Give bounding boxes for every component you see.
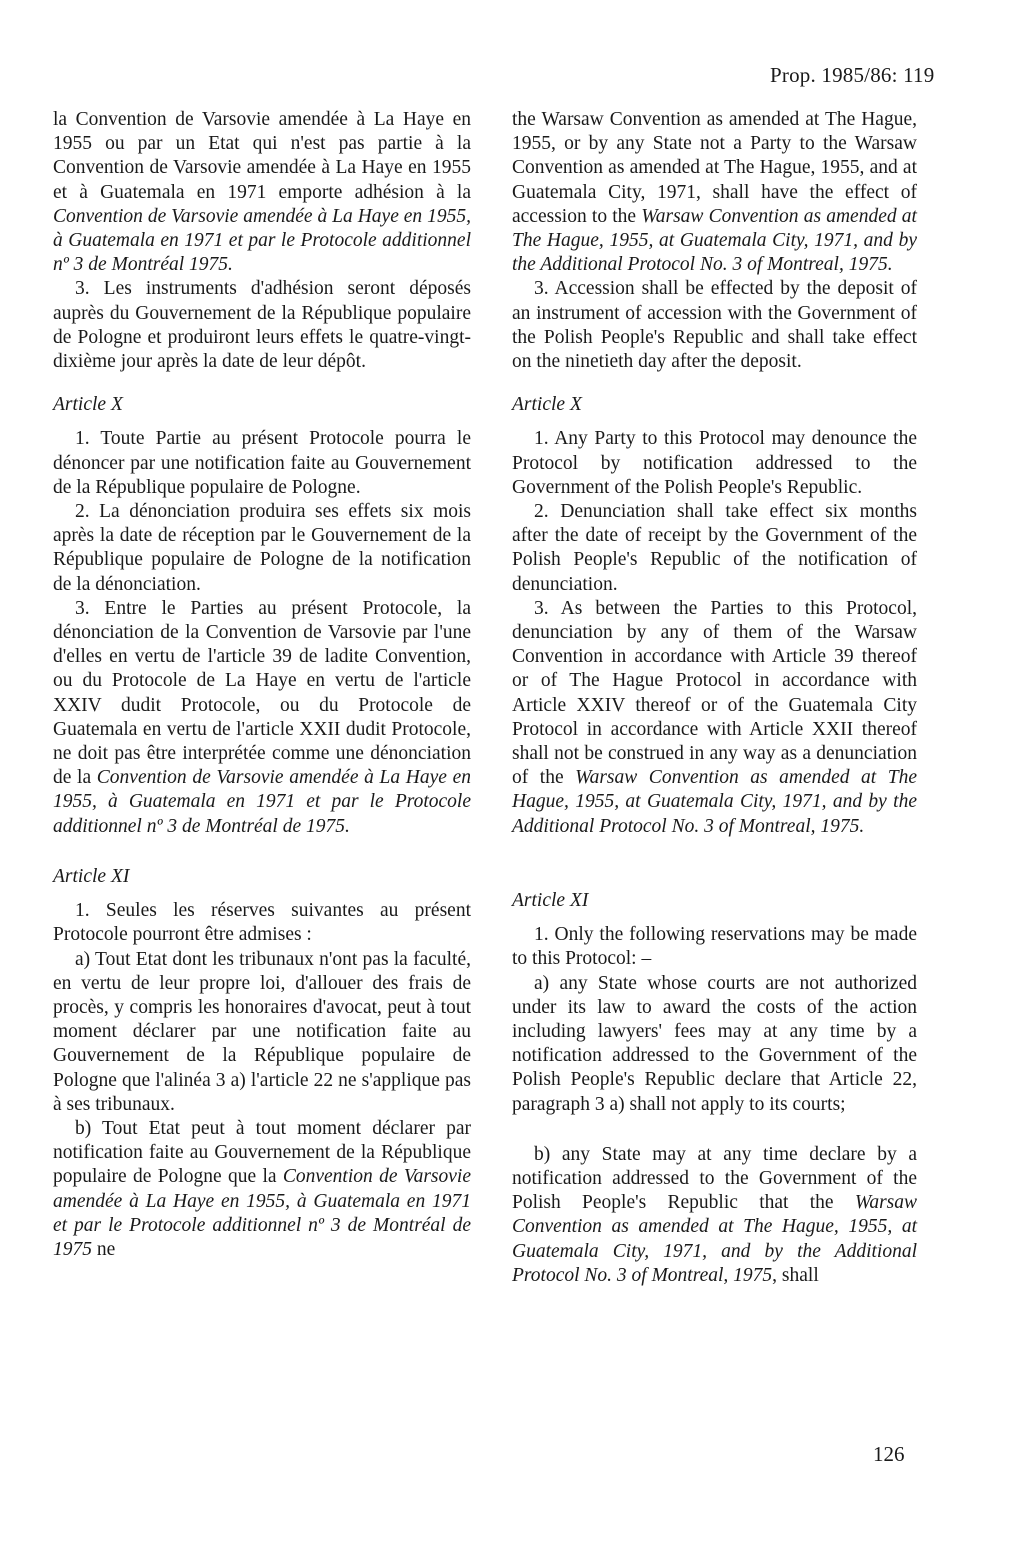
en-article-xi-b [512,1143,917,1288]
fr-article-xi-a: a) Tout Etat dont les tribunaux n'ont pas la faculté, en vertu de leur propre loi, d'allouer des frais de procès, y compris les honoraires d'avocat, peut à tout moment déclarer par une notification faite au Gouvernement de la République populaire de Pologne que l'alinéa 3 a) l'article 22 ne s'applique pas à ses tribunaux. [53,948,471,1115]
en-xi-b-tail: , shall [772,1264,819,1286]
fr-article-x-p1: 1. Toute Partie au présent Protocole pourra le dénoncer par une notification faite au Gouvernement de la République populaire de Pologne. [53,428,471,498]
fr-xi-b-tail: ne [92,1238,116,1260]
fr-x3-italic: Convention de Varsovie amendée à La Haye en 1955, à Guatemala en 1971 et par le Protocole additionnel nº 3 de Montréal de 1975. [53,767,471,837]
french-column [53,108,471,1262]
en-x3-text: 3. As between the Parties to this Protocol, denunciation by any of them of the Warsaw Convention in accordance with Article 39 thereof or of The Hague Protocol in accordance with Article XXIV thereof or of the Guatemala City Protocol in accordance with Article XXII thereof shall not be construed in any way as a denunciation of the [512,597,917,789]
fr-paragraph-continuation [53,108,471,277]
fr-xi-b-text: b) Tout Etat peut à tout moment déclarer par notification faite au Gouvernement de la République populaire de Pologne que la [53,1117,471,1188]
page-number: 126 [873,1442,905,1466]
en-x3-italic: Warsaw Convention as amended at The Hague, 1955, at Guatemala City, 1971, and by the Additional Protocol No. 3 of Montreal, 1975. [512,767,917,837]
fr-article-x-p3 [53,597,471,839]
fr-p1-text: la Convention de Varsovie amendée à La Haye en 1955 ou par un Etat qui n'est pas partie à la Convention de Varsovie amendée à La Haye en 1955 et à Guatemala en 1971 emporte adhésion à la [53,109,471,203]
fr-p1-italic: Convention de Varsovie amendée à La Haye en 1955, à Guatemala en 1971 et par le Protocole additionnel nº 3 de Montréal 1975. [53,205,471,276]
en-article-x-p2: 2. Denunciation shall take effect six months after the date of receipt by the Government of the Polish People's Republic of the notification of denunciation. [512,501,917,595]
fr-xi-b-italic: Convention de Varsovie amendée à La Haye en 1955, à Guatemala en 1971 et par le Protocole additionnel nº 3 de Montréal de 1975 [53,1166,471,1260]
fr-article-xi-p1: 1. Seules les réserves suivantes au présent Protocole pourront être admises : [53,900,471,946]
en-article-x-p1: 1. Any Party to this Protocol may denounce the Protocol by notification addressed to the Government of the Polish People's Republic. [512,428,917,498]
english-column [512,108,917,1288]
fr-article-xi-heading: Article XI [53,865,130,887]
en-article-xi-heading: Article XI [512,889,589,911]
en-article-xi-p1: 1. Only the following reservations may be made to this Protocol: – [512,924,917,970]
en-xi-b-text: b) any State may at any time declare by a notification addressed to the Government of the Polish People's Republic that the [512,1143,917,1214]
en-p1-italic: Warsaw Convention as amended at The Hague, 1955, at Guatemala City, 1971, and by the Additional Protocol No. 3 of Montreal, 1975. [512,205,917,276]
fr-paragraph-3: 3. Les instruments d'adhésion seront déposés auprès du Gouvernement de la République populaire de Pologne et produiront leurs effets le quatre-vingt-dixième jour après la date de leur dépôt. [53,278,471,373]
en-article-x-p3 [512,597,917,839]
fr-article-x-p2: 2. La dénonciation produira ses effets six mois après la date de réception par le Gouvernement de la République populaire de Pologne de la notification de la dénonciation. [53,501,471,595]
fr-x3-text: 3. Entre le Parties au présent Protocole, la dénonciation de la Convention de Varsovie par l'une d'elles en vertu de l'article 39 de ladite Convention, ou du Protocole de La Haye en vertu de l'article XXIV dudit Protocole, ou du Protocole de Guatemala en vertu de l'article XXII dudit Protocole, ne doit pas être interprétée comme une dénonciation de la [53,597,471,789]
en-p1-text: the Warsaw Convention as amended at The Hague, 1955, or by any State not a Party to the Warsaw Convention as amended at The Hague, 1955, and at Guatemala City, 1971, shall have the effect of accession to the [512,109,917,227]
fr-article-x-heading: Article X [53,394,123,416]
en-article-x-heading: Article X [512,394,582,416]
en-paragraph-continuation [512,108,917,277]
fr-article-xi-b [53,1117,471,1262]
page-header: Prop. 1985/86: 119 [770,63,935,87]
en-article-xi-a: a) any State whose courts are not authorized under its law to award the costs of the action including lawyers' fees may at any time by a notification addressed to the Government of the Polish People's Republic declare that Article 22, paragraph 3 a) shall not apply to its courts; [512,972,917,1115]
en-xi-b-italic: Warsaw Convention as amended at The Hague, 1955, at Guatemala City, 1971, and by the Additional Protocol No. 3 of Montreal, 1975 [512,1192,917,1286]
en-paragraph-3: 3. Accession shall be effected by the deposit of an instrument of accession with the Government of the Polish People's Republic and shall take effect on the ninetieth day after the deposit. [512,278,917,373]
